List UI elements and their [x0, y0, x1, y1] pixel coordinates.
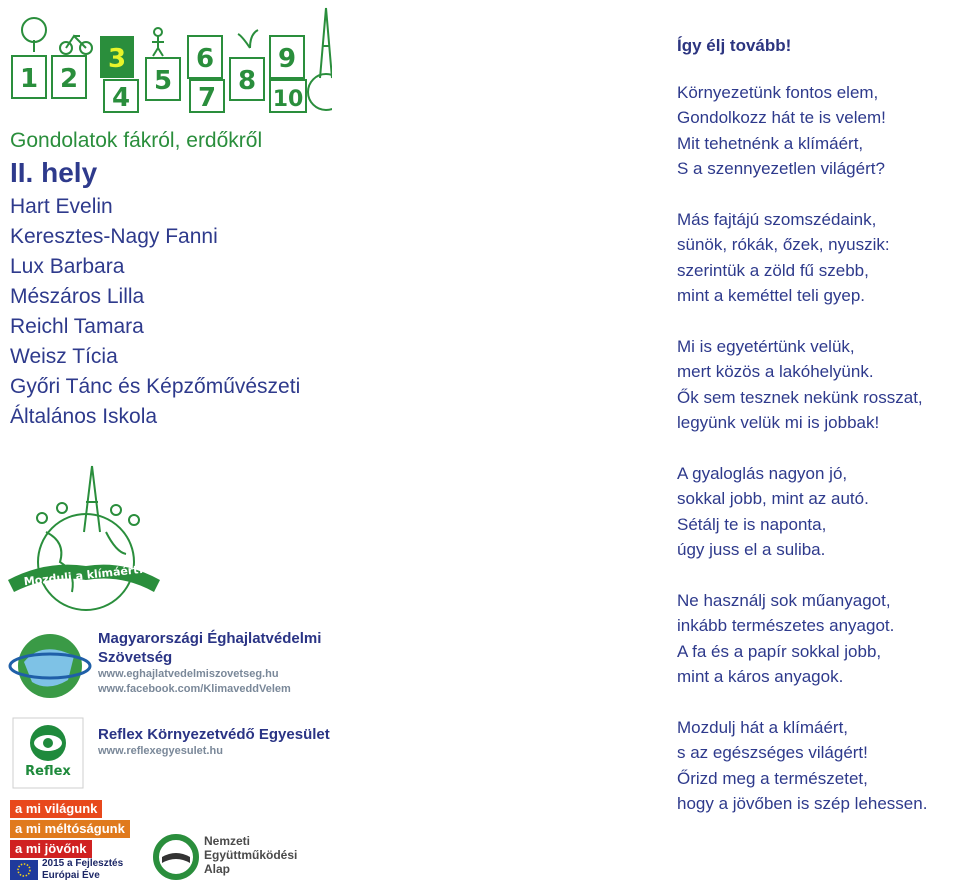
partner-name: Szövetség [98, 649, 173, 666]
school-name [10, 372, 340, 432]
partner-name: Reflex Környezetvédő Egyesület [98, 726, 330, 743]
slogan-tags [10, 800, 130, 860]
poem-line: Környezetünk fontos elem, [677, 82, 879, 102]
author-name: Reichl Tamara [10, 315, 144, 338]
logo-number: 6 [195, 44, 215, 74]
poem-line: inkább természetes anyagot. [677, 616, 895, 635]
poem-line: úgy juss el a suliba. [677, 540, 826, 559]
logo-number: 2 [59, 64, 79, 94]
poem-line: Gondolkozz hát te is velem! [677, 108, 886, 127]
poem-line: S a szennyezetlen világért? [677, 159, 885, 178]
poem-line: Mit tehetnénk a klímáért, [677, 133, 864, 153]
school-line: Általános Iskola [10, 405, 158, 428]
school-line: Győri Tánc és Képzőművészeti [10, 375, 301, 398]
author-name: Lux Barbara [10, 255, 125, 278]
author-name: Weisz Tícia [10, 345, 118, 368]
partner-url[interactable]: www.reflexegyesulet.hu [98, 745, 223, 757]
reflex-logo-text: Reflex [25, 764, 71, 779]
logo-number: 1 [19, 64, 39, 94]
author-name: Mészáros Lilla [10, 285, 145, 308]
campaign-numbers-logo [8, 6, 332, 114]
poem-stanza [677, 588, 960, 690]
poem-line: szerintük a zöld fű szebb, [677, 260, 869, 280]
poem-line: sokkal jobb, mint az autó. [677, 489, 869, 508]
author-name: Hart Evelin [10, 195, 113, 218]
author-name: Keresztes-Nagy Fanni [10, 225, 218, 248]
poem-line: mert közös a lakóhelyünk. [677, 362, 874, 381]
nea-label [204, 834, 297, 876]
partner-url[interactable]: www.facebook.com/KlimaveddVelem [98, 683, 291, 695]
logo-number: 8 [237, 66, 257, 96]
campaign-banner-text: Mozdulj a klímáért! [23, 562, 145, 589]
poem-line: Mi is egyetértünk velük, [677, 336, 855, 356]
nea-line: Nemzeti [204, 834, 251, 848]
partner-eghajlat [98, 629, 348, 697]
poem-stanza [677, 715, 960, 817]
poem-line: A fa és a papír sokkal jobb, [677, 641, 882, 661]
slogan-tag: a mi méltóságunk [10, 820, 130, 838]
author-list [10, 192, 340, 372]
poem-stanza [677, 461, 960, 563]
logo-number: 5 [153, 66, 173, 96]
entry-place: II. hely [10, 157, 98, 188]
poem-line: Őrizd meg a természetet, [677, 768, 868, 788]
entry-title: Gondolatok fákról, erdőkről [10, 129, 263, 152]
poem-line: legyünk velük mi is jobbak! [677, 413, 880, 432]
logo-number: 10 [272, 87, 304, 112]
eu-line: 2015 a Fejlesztés [42, 858, 124, 869]
poem-line: mint a káros anyagok. [677, 667, 844, 686]
poem-line: Ők sem tesznek nekünk rosszat, [677, 387, 923, 407]
poem-stanza [677, 80, 960, 182]
poem-line: Mozdulj hát a klímáért, [677, 717, 849, 737]
logo-number: 4 [111, 83, 131, 113]
entry-info [10, 126, 340, 432]
eghajlat-globe-logo [8, 630, 92, 702]
poem-line: hogy a jövőben is szép lehessen. [677, 794, 928, 813]
poem-line: Más fajtájú szomszédaink, [677, 209, 877, 229]
poem-stanza [677, 207, 960, 309]
nea-line: Együttműködési [204, 848, 298, 862]
campaign-globe-logo [6, 462, 162, 612]
slogan-tag: a mi jövőnk [10, 840, 92, 858]
nea-line: Alap [204, 862, 231, 876]
poem-line: Ne használj sok műanyagot, [677, 590, 891, 610]
partner-reflex [98, 725, 348, 759]
logo-number: 9 [277, 44, 297, 74]
logo-number: 3 [107, 44, 127, 74]
poem-line: s az egészséges világért! [677, 743, 868, 762]
poem-title: Így élj tovább! [677, 36, 792, 55]
poem-line: Sétálj te is naponta, [677, 514, 827, 534]
poem-line: mint a keméttel teli gyep. [677, 286, 866, 305]
partner-name: Magyarországi Éghajlatvédelmi [98, 630, 322, 647]
eu-flag-icon [10, 860, 38, 880]
poem-line: sünök, rókák, őzek, nyuszik: [677, 235, 890, 254]
poem [677, 33, 960, 842]
logo-number: 7 [197, 83, 217, 113]
nea-logo [152, 833, 200, 881]
poem-stanza [677, 334, 960, 436]
eu-year-label [42, 858, 123, 882]
eu-line: Európai Éve [42, 870, 100, 881]
partner-url[interactable]: www.eghajlatvedelmiszovetseg.hu [98, 668, 279, 680]
poem-line: A gyaloglás nagyon jó, [677, 463, 848, 483]
slogan-tag: a mi világunk [10, 800, 102, 818]
reflex-logo [12, 717, 84, 789]
